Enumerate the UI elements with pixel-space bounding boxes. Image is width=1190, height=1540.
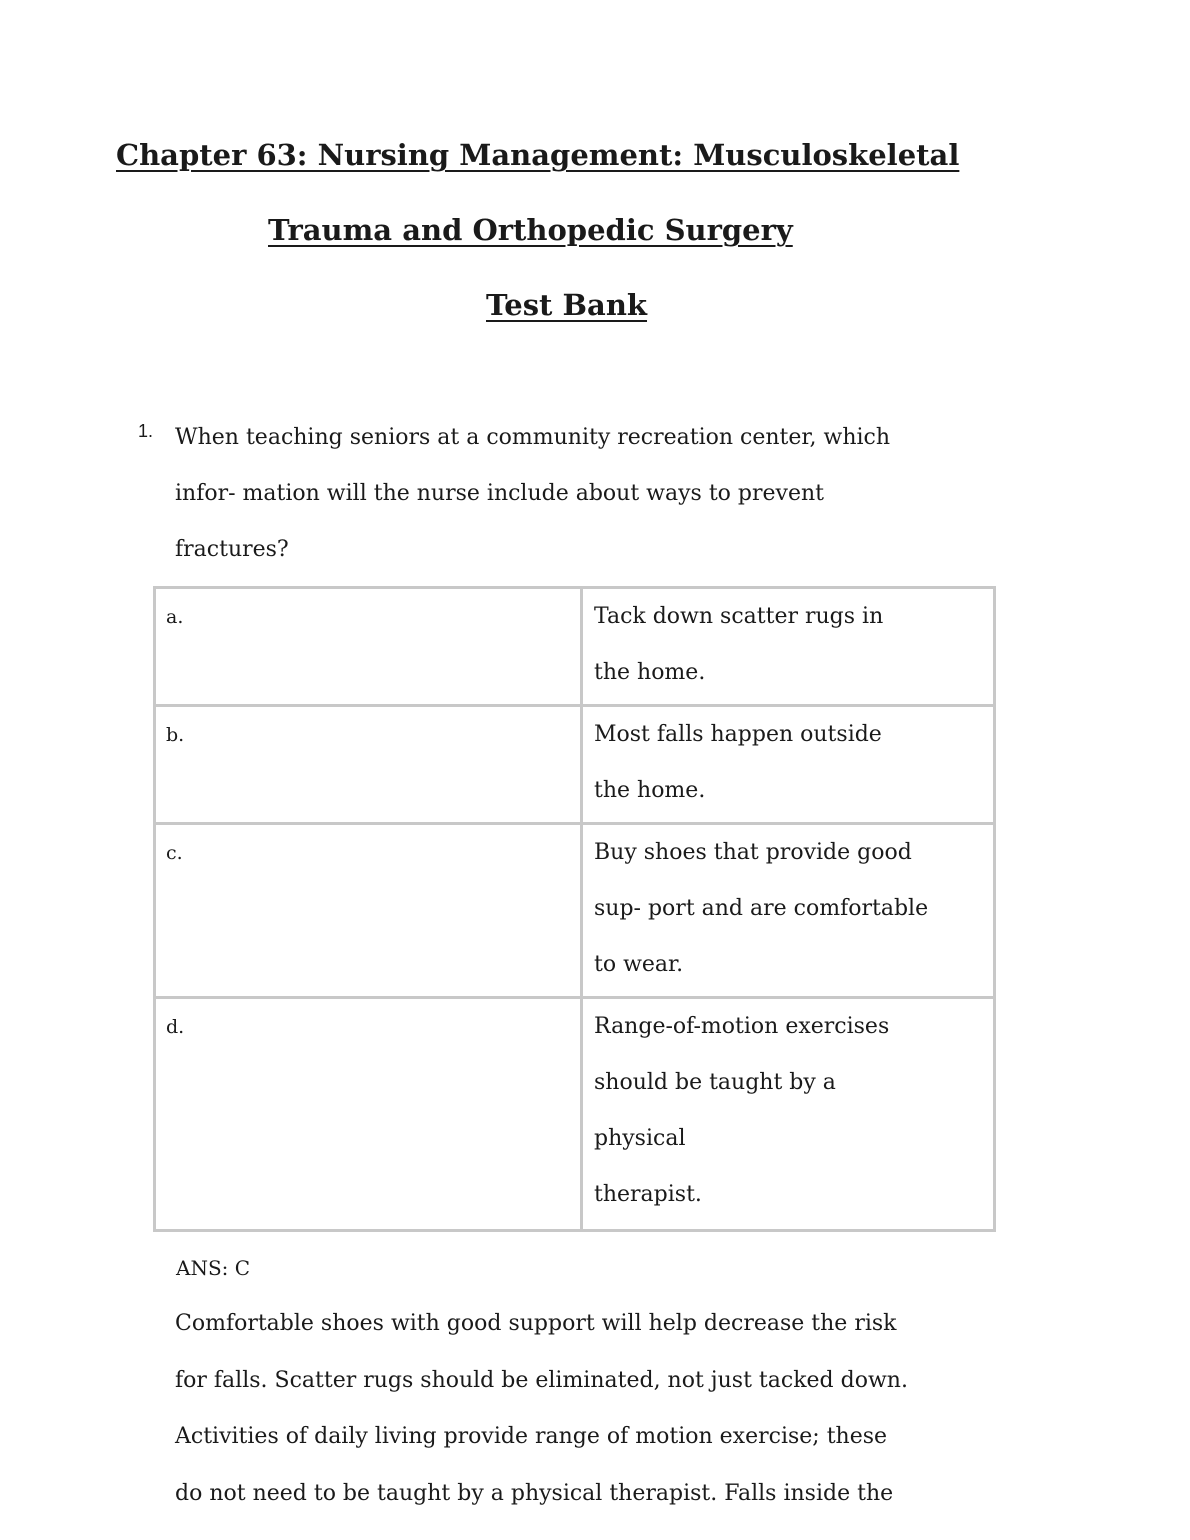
option-letter: a. [155, 588, 582, 706]
option-row-c [155, 824, 995, 998]
option-row-d [155, 998, 995, 1231]
answer-rationale [175, 1296, 908, 1522]
option-letter: d. [155, 998, 582, 1231]
question-text-line: When teaching seniors at a community recreation center, which [175, 425, 891, 450]
option-text [582, 998, 995, 1231]
option-text-line: Tack down scatter rugs in [594, 604, 884, 629]
question-text-line: infor- mation will the nurse include about ways to prevent [175, 481, 824, 506]
option-text-line: the home. [594, 778, 706, 803]
question-number: 1. [138, 421, 154, 441]
option-text-line: sup- port and are comfortable [594, 896, 929, 921]
rationale-line: Comfortable shoes with good support will help decrease the risk [175, 1311, 897, 1336]
option-row-b [155, 706, 995, 824]
option-text-line: to wear. [594, 952, 684, 977]
option-text-line: Range-of-motion exercises [594, 1014, 890, 1039]
option-row-a [155, 588, 995, 706]
option-letter: c. [155, 824, 582, 998]
option-text-line: Most falls happen outside [594, 722, 882, 747]
option-text-line: Buy shoes that provide good [594, 840, 912, 865]
option-text-line: therapist. [594, 1182, 702, 1207]
rationale-line: do not need to be taught by a physical therapist. Falls inside the [175, 1480, 894, 1506]
answer-options-table [153, 586, 996, 1232]
test-bank-heading: Test Bank [486, 288, 648, 322]
option-text-line: physical [594, 1126, 686, 1151]
question-text [175, 410, 1005, 578]
option-text [582, 588, 995, 706]
option-text [582, 706, 995, 824]
option-text-line: the home. [594, 660, 706, 685]
rationale-line: for falls. Scatter rugs should be eliminated, not just tacked down. [175, 1367, 908, 1393]
answer-key: ANS: C [176, 1256, 251, 1280]
rationale-line: Activities of daily living provide range of motion exercise; these [175, 1424, 888, 1449]
question-text-line: fractures? [175, 537, 289, 562]
option-text-line: should be taught by a [594, 1070, 836, 1095]
option-text [582, 824, 995, 998]
option-letter: b. [155, 706, 582, 824]
chapter-title-line-2: Trauma and Orthopedic Surgery [268, 213, 793, 247]
chapter-title-line-1: Chapter 63: Nursing Management: Musculoskeletal [116, 138, 960, 172]
